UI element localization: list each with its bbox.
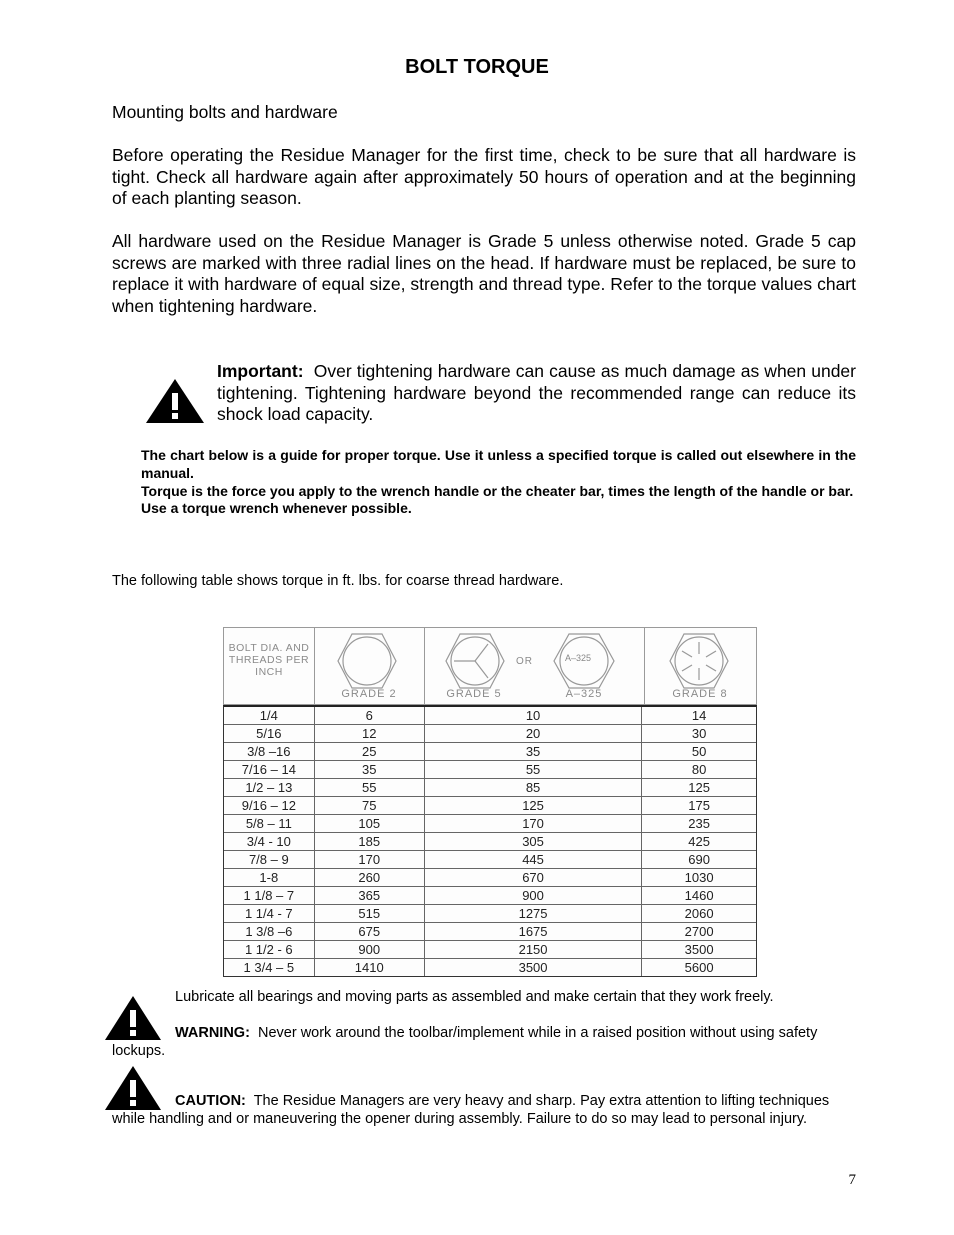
bolt-size-cell: 5/8 – 11	[224, 815, 314, 833]
grade8-cell: 690	[642, 851, 756, 869]
bolt-size-cell: 3/8 –16	[224, 743, 314, 761]
warning-text: Never work around the toolbar/implement while in a raised position without using safety lockups.	[112, 1025, 818, 1059]
grade8-cell: 3500	[642, 941, 756, 959]
grade2-cell: 75	[314, 797, 424, 815]
grade5-cell: 1675	[424, 923, 641, 941]
table-row	[224, 707, 756, 725]
table-row	[224, 959, 756, 977]
grade8-cell: 1030	[642, 869, 756, 887]
paragraph-grade: All hardware used on the Residue Manager is Grade 5 unless otherwise noted. Grade 5 cap screws are marked with three radial lines on the head. If hardware must be replaced, be sure to replace it with hardware of equal size, strength and thread type. Refer to the torque values chart when tightening hardware.	[112, 231, 856, 316]
warning-note	[112, 1024, 856, 1060]
grade2-cell: 105	[314, 815, 424, 833]
grade8-cell: 235	[642, 815, 756, 833]
grade5-cell: 35	[424, 743, 641, 761]
grade8-cell: 5600	[684, 960, 714, 975]
bolt-size-cell: 1 3/4 – 5	[224, 959, 314, 977]
grade5-cell: 125	[424, 797, 641, 815]
grade2-cell: 900	[314, 941, 424, 959]
bolt-size-cell: 9/16 – 12	[224, 797, 314, 815]
grade2-cell: 675	[314, 923, 424, 941]
header-grade8	[644, 628, 756, 704]
grade5-cell: 10	[424, 707, 641, 725]
torque-table	[223, 627, 757, 976]
header-or: OR	[516, 656, 533, 667]
grade5-cell: 20	[424, 725, 641, 743]
table-row	[224, 851, 756, 869]
table-row	[224, 923, 756, 941]
header-grade2-label: GRADE 2	[341, 688, 397, 700]
grade2-cell: 170	[314, 851, 424, 869]
grade5-cell: 85	[424, 779, 641, 797]
grade2-cell: 6	[314, 707, 424, 725]
grade2-cell: 185	[314, 833, 424, 851]
grade2-cell: 12	[314, 725, 424, 743]
grade2-cell: 1410	[314, 959, 424, 977]
bolt-size-cell: 7/8 – 9	[224, 851, 314, 869]
bolt-size-cell: 1-8	[224, 869, 314, 887]
page-title: BOLT TORQUE	[405, 56, 549, 78]
torque-table-header	[223, 627, 757, 705]
grade8-cell: 80	[642, 761, 756, 779]
grade5-cell: 1275	[424, 905, 641, 923]
section-subtitle: Mounting bolts and hardware	[112, 102, 338, 122]
header-grade5-label: GRADE 5	[446, 688, 502, 700]
table-row	[224, 887, 756, 905]
grade8-cell: 425	[642, 833, 756, 851]
important-label: Important:	[217, 361, 304, 381]
hex-head-grade8-icon	[668, 632, 730, 690]
bolt-size-cell: 1 1/8 – 7	[224, 887, 314, 905]
grade8-cell: 2060	[642, 905, 756, 923]
header-grade5	[424, 628, 645, 704]
page-number: 7	[848, 1172, 856, 1188]
grade2-cell: 35	[314, 761, 424, 779]
header-a325-label: A–325	[565, 688, 603, 700]
paragraph-operation: Before operating the Residue Manager for the first time, check to be sure that all hardware is tight. Check all hardware again after approximately 50 hours of operation and at the beginning of each planting season.	[112, 145, 856, 208]
grade8-cell: 1460	[642, 887, 756, 905]
torque-table-body	[223, 705, 757, 977]
bolt-size-cell: 1/4	[224, 707, 314, 725]
grade5-cell: 55	[424, 761, 641, 779]
grade2-cell: 25	[314, 743, 424, 761]
grade8-cell: 125	[642, 779, 756, 797]
guide-line-1: The chart below is a guide for proper torque. Use it unless a specified torque is called out elsewhere in the manual.	[141, 447, 856, 481]
grade2-cell: 55	[314, 779, 424, 797]
header-bolt-label: BOLT DIA. AND THREADS PER INCH	[228, 642, 310, 678]
torque-data-table	[224, 707, 756, 976]
bolt-size-cell: 1 1/2 - 6	[224, 941, 314, 959]
table-intro: The following table shows torque in ft. lbs. for coarse thread hardware.	[112, 573, 564, 589]
grade2-cell: 260	[314, 869, 424, 887]
warning-triangle-icon	[145, 378, 205, 424]
grade5-cell: 445	[424, 851, 641, 869]
warning-label: WARNING:	[175, 1025, 250, 1041]
guide-line-3: Use a torque wrench whenever possible.	[141, 500, 412, 517]
hex-head-grade2-icon	[336, 632, 398, 690]
grade5-cell: 2150	[424, 941, 641, 959]
hex-head-grade5-icon	[444, 632, 506, 690]
grade8-cell: 14	[642, 707, 756, 725]
bolt-size-cell: 1 1/4 - 7	[224, 905, 314, 923]
torque-guide	[141, 447, 856, 518]
table-row	[224, 815, 756, 833]
grade5-cell: 170	[424, 815, 641, 833]
table-row	[224, 833, 756, 851]
important-text: Over tightening hardware can cause as much damage as when under tightening. Tightening hardware beyond the recommended range can reduce its shock load capacity.	[217, 361, 856, 424]
table-row	[224, 779, 756, 797]
caution-label: CAUTION:	[175, 1093, 246, 1109]
important-note	[217, 361, 856, 426]
table-row	[224, 743, 756, 761]
grade8-cell: 2700	[642, 923, 756, 941]
lubricate-note: Lubricate all bearings and moving parts as assembled and make certain that they work freely.	[175, 989, 774, 1005]
table-row	[224, 941, 756, 959]
table-row	[224, 725, 756, 743]
table-row	[224, 797, 756, 815]
grade8-cell: 175	[642, 797, 756, 815]
bolt-size-cell: 1 3/8 –6	[224, 923, 314, 941]
bolt-size-cell: 1/2 – 13	[224, 779, 314, 797]
grade5-cell: 3500	[424, 959, 641, 977]
grade8-cell: 30	[642, 725, 756, 743]
header-grade2	[314, 628, 425, 704]
bolt-size-cell: 7/16 – 14	[224, 761, 314, 779]
caution-note	[112, 1092, 856, 1128]
table-row	[224, 905, 756, 923]
grade2-cell: 515	[314, 905, 424, 923]
guide-line-2: Torque is the force you apply to the wrench handle or the cheater bar, times the length of the handle or bar.	[141, 482, 854, 499]
table-row	[224, 761, 756, 779]
grade2-cell: 365	[314, 887, 424, 905]
grade5-cell: 900	[424, 887, 641, 905]
header-bolt-dia	[224, 628, 315, 704]
grade8-cell: 50	[642, 743, 756, 761]
table-row	[224, 869, 756, 887]
grade5-cell: 670	[424, 869, 641, 887]
bolt-size-cell: 5/16	[224, 725, 314, 743]
bolt-size-cell: 3/4 - 10	[224, 833, 314, 851]
grade5-cell: 305	[424, 833, 641, 851]
caution-text: The Residue Managers are very heavy and sharp. Pay extra attention to lifting techniques while handling and or maneuvering the opener during assembly. Failure to do so may lead to personal injury.	[112, 1093, 830, 1127]
a325-head-mark: A–325	[565, 653, 592, 663]
header-grade8-label: GRADE 8	[672, 688, 728, 700]
